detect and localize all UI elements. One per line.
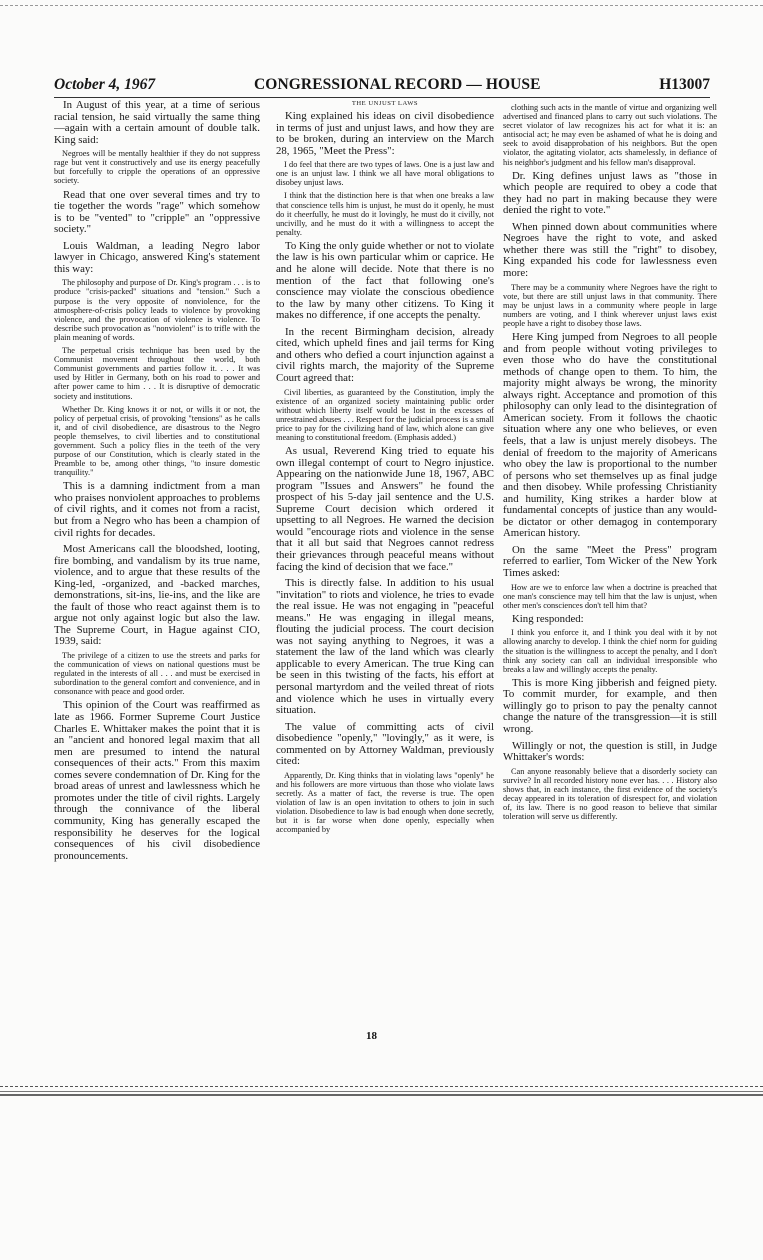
block-quote: The privilege of a citizen to use the streets and parks for the communication of views on national questions must be regulated in the interests of all . . . and must be exercised in subordination to the general comfort and convenience, and in consonance with peace and good order. [54,651,260,697]
body-paragraph: On the same "Meet the Press" program referred to earlier, Tom Wicker of the New York Times asked: [503,543,717,579]
header-title: CONGRESSIONAL RECORD — HOUSE [254,76,541,93]
page-header [54,76,710,96]
body-paragraph: In August of this year, at a time of serious racial tension, he said virtually the same thing—again with a certain amount of double talk. King said: [54,100,260,146]
header-rule [54,97,710,98]
block-quote: Can anyone reasonably believe that a disorderly society can survive? In all recorded history none ever has. . . . History also shows that, in each instance, the first evidence of the society's decay appeared in its toleration of disrespect for, and violation of, its law. There is no good reason to believe that similar toleration will serve us differently. [503,766,717,822]
block-quote: There may be a community where Negroes have the right to vote, but there are still unjust laws in that community. There may be unjust laws in a community where people in large numbers are voting, and I think wherever unjust laws exist people have a right to disobey those laws. [503,282,717,328]
folio-number: 18 [366,1030,377,1042]
body-paragraph: Dr. King defines unjust laws as "those in which people are required to obey a code that they had no part in making because they were denied the right to vote." [503,169,717,217]
block-quote: Whether Dr. King knows it or not, or wills it or not, the policy of perpetual crisis, of provoking "tensions" as he calls it, and of civil disobedience, are disastrous to the Negro people themselves, to civil liberties and to constitutional government. Such a policy flies in the teeth of the very purpose of our Constitution, which is clearly stated in the Preamble to be, among other things, "to insure domestic tranquility." [54,404,260,478]
body-paragraph: When pinned down about communities where Negroes have the right to vote, and asked whether there was still the "right" to disobey, King expanded his code for lawlessness even more: [503,220,717,280]
header-date: October 4, 1967 [54,76,156,93]
body-paragraph: This opinion of the Court was reaffirmed as late as 1966. Former Supreme Court Justice Charles E. Whittaker makes the point that it is an "ancient and honored legal maxim that all men are presumed to intend the natural consequences of their acts." From this maxim comes severe condemnation of Dr. King for the broad areas of unrest and lawlessness which he promotes under the title of civil rights. Largely through the connivance of the liberal community, King has generally escaped the responsibility he deserves for the logical consequences of his civil disobedience pronouncements. [54,699,260,862]
body-paragraph: Willingly or not, the question is still, in Judge Whittaker's words: [503,739,717,764]
block-quote: Negroes will be mentally healthier if they do not suppress rage but vent it constructively and use its energy peacefully but forcefully to cripple the operations of an oppressive society. [54,149,260,186]
body-paragraph: King responded: [512,612,584,625]
block-quote: Civil liberties, as guaranteed by the Constitution, imply the existence of an organized society maintaining public order without which liberty itself would be lost in the excesses of unrestrained abuses . . . Respect for the judicial process is a small price to pay for the civilizing hand of law, which alone can give meaning to constitutional freedom. (Emphasis added.) [276,387,494,442]
section-heading: THE UNJUST LAWS [351,100,419,107]
column-3 [503,100,717,1055]
block-quote: The philosophy and purpose of Dr. King's program . . . is to produce "crisis-packed" situations and "tension." Such a purpose is the very opposite of nonviolence, for the atmosphere-of-crisis policy leads to violence by provoking violence, and the provocation of violence is violence. To describe such provocation as "nonviolent" is to trifle with the plain meaning of words. [54,278,260,342]
body-paragraph: In the recent Birmingham decision, already cited, which upheld fines and jail terms for King and others who defied a court injunction against a civil rights march, the majority of the Supreme Court agreed that: [276,325,494,384]
scan-edge-bottom [0,1086,763,1092]
body-paragraph: As usual, Reverend King tried to equate his own illegal contempt of court to Negro injustice. Appearing on the nationwide June 18, 1967, ABC program "Issues and Answers" he found the prospect of his 5-day jail sentence and the U.S. Supreme Court decision which ordered it upsetting to all Negroes. He warned the decision would "encourage riots and violence in the sense that it all but said that Negroes cannot redress their grievances through peaceful means without facing the kind of decision that we face." [276,445,494,573]
body-paragraph: This is more King jibberish and feigned piety. To commit murder, for example, and then willingly go to prison to pay the penalty cannot change the nature of the transgression—it is still wrong. [503,676,717,736]
body-paragraph: This is a damning indictment from a man who praises nonviolent approaches to problems of civil rights, and it comes not from a racist, but from a Negro who has been a champion of civil rights for decades. [54,480,260,539]
column-2 [276,100,494,1055]
body-paragraph: This is directly false. In addition to his usual "invitation" to riots and violence, he tries to evade the real issue. He was not engaging in "peaceful means." He was engaging in illegal means, flouting the judicial process. The court decision was not saying anything to Negroes, it was a statement the law of the land which was clearly applicable to every American. The true King can be seen in this twisting of the facts, his effort at personal martyrdom and the veiled threat of riots and violence which he uses in virtually every situation. [276,577,494,717]
scan-edge-bottom-2 [0,1094,763,1099]
body-paragraph: Read that one over several times and try to tie together the words "rage" which somehow is to be "vented" to "cripple" an "oppressive society." [54,188,260,236]
block-quote: The perpetual crisis technique has been used by the Communist movement throughout the world, both Communist governments and parties follow it. . . . It was used by Hitler in Germany, both on his road to power and after power came to him . . . It is disruptive of democratic society and institutions. [54,346,260,401]
body-paragraph: Most Americans call the bloodshed, looting, fire bombing, and vandalism by its true name, violence, and to argue that these results of the King-led, -organized, and -backed marches, demonstrations, sit-ins, lie-ins, and the like are the fault of those who react against them is to argue not only against logic but also the law. The Supreme Court, in Hague against CIO, 1939, said: [54,543,260,648]
body-paragraph: Louis Waldman, a leading Negro labor lawyer in Chicago, answered King's statement this way: [54,239,260,275]
scan-edge-top [0,5,763,7]
block-quote: How are we to enforce law when a doctrine is preached that one man's conscience may tell him that the law is unjust, when other men's consciences don't tell him that? [503,582,717,610]
body-paragraph: King explained his ideas on civil disobedience in terms of just and unjust laws, and how they are to be broken, during an interview on the March 28, 1965, "Meet the Press": [276,110,494,157]
block-quote: clothing such acts in the mantle of virtue and organizing well advertised and financed plans to carry out such violations. The secret violator of law recognizes his act for what it is: an antisocial act; he may even be ashamed of what he is doing and seek to avoid disapprobation of his neighbors. But the open violator, the agitating violator, acts shamelessly, in defiance of his neighbor's judgment and his fellow man's disapproval. [503,103,717,167]
body-paragraph: Here King jumped from Negroes to all people and from people without voting privileges to even those who do have the constitutional methods of change open to them. To him, the majority might always be wrong, the minority always right. Acceptance and promotion of this philosophy can only lead to the disintegration of American society. From it follows the chaotic situation where any one who believes, or even feels, that a law is unjust merely disobeys. The denial of freedom to the majority of Americans who obey the law is proportional to the number of persons who set themselves up as final judge and then disobey. While professing Christianity and humility, King strikes a harder blow at fundamental concepts of justice than any would-be dictator or other demagog in contemporary American history. [503,331,717,540]
header-page-number: H13007 [659,76,710,93]
block-quote: I think that the distinction here is that when one breaks a law that conscience tells him is unjust, he must do it openly, he must do it cheerfully, he must do it lovingly, he must do it civilly, not uncivilly, and he must do it with a willingness to accept the penalty. [276,191,494,237]
body-paragraph: To King the only guide whether or not to violate the law is his own particular whim or caprice. He and he alone will decide. Note that there is no mention of the fact that following one's conscience may violate the conscious obedience to the law by many other citizens. To King it makes no difference, if one accepts the penalty. [276,239,494,322]
block-quote: I do feel that there are two types of laws. One is a just law and one is an unjust law. I think we all have moral obligations to disobey unjust laws. [276,160,494,188]
body-paragraph: The value of committing acts of civil disobedience "openly," "lovingly," as it were, is commented on by Attorney Waldman, previously cited: [276,720,494,768]
block-quote: Apparently, Dr. King thinks that in violating laws "openly" he and his followers are more virtuous than those who violate laws secretly. As a matter of fact, the reverse is true. The open violation of law is an open invitation to others to join in such violation. Disobedience to law is bad enough when done secretly, but it is far worse when done openly, especially when accompanied by [276,770,494,835]
column-1 [54,100,260,1055]
block-quote: I think you enforce it, and I think you deal with it by not allowing anarchy to develop. I think the chief norm for guiding the situation is the willingness to accept the penalty, and I don't think any society can call an individual irresponsible who breaks a law and willingly accepts the penalty. [503,628,717,674]
